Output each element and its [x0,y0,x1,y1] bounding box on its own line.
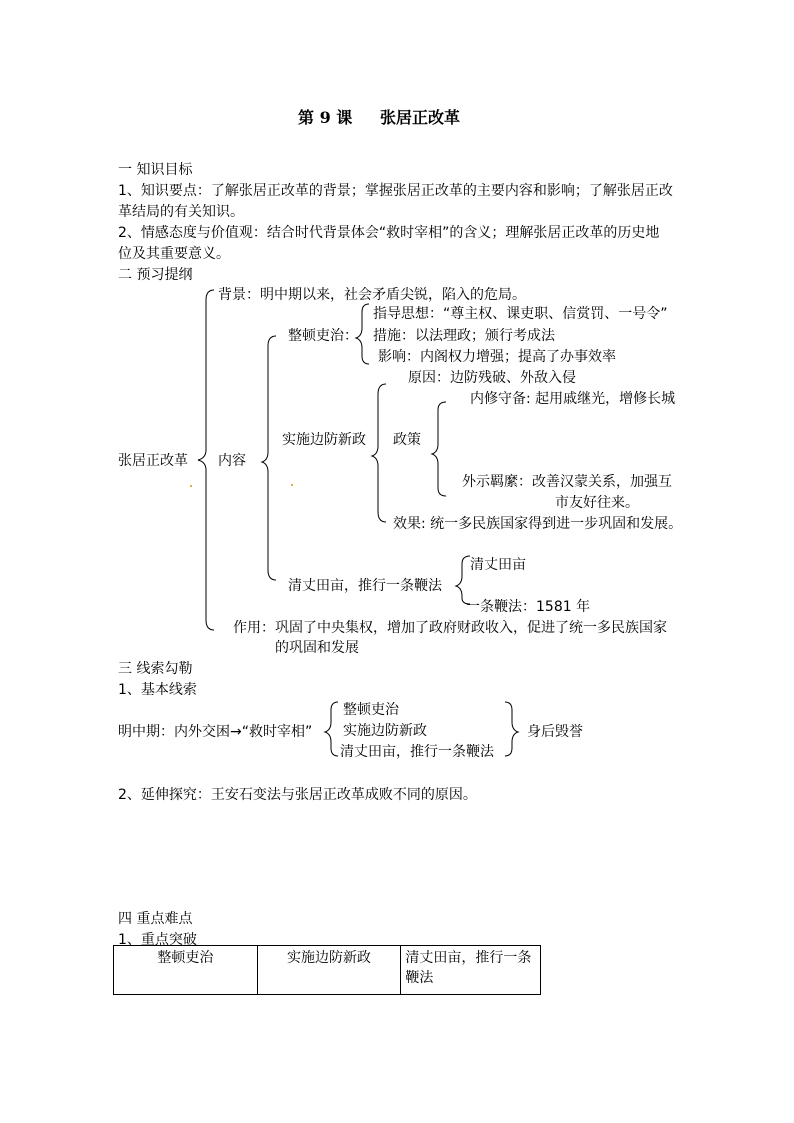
stray-dot [291,484,293,486]
clue-right-brace [505,702,518,756]
clue-item: 实施边防新政 [343,723,427,739]
values-line-2: 位及其重要意义。 [118,246,230,262]
section-4-heading: 四 重点难点 [118,911,193,927]
section-3-heading: 三 线索勾勒 [118,661,193,677]
page-title: 张居正改革 [380,108,461,127]
zd-effect: 影响：内阁权力增强；提高了办事效率 [378,349,616,365]
table-cell-line: 鞭法 [405,970,434,986]
extension-question: 2、延伸探究：王安石变法与张居正改革成败不同的原因。 [118,787,477,803]
policy-brace [432,402,446,496]
values-line-1: 2、情感态度与价值观：结合时代背景体会“救时宰相”的含义；理解张居正改革的历史地 [118,225,660,241]
bf-policy: 政策 [393,432,421,448]
knowledge-points-line-2: 革结局的有关知识。 [118,204,244,220]
bf-label: 实施边防新政 [282,432,366,448]
bf-inner: 内修守备: 起用戚继光，增修长城 [470,391,676,407]
root-brace [198,290,214,630]
section-1-heading: 一 知识目标 [118,162,193,178]
lesson-number: 第 9 课 [298,108,353,127]
role-line-2: 的巩固和发展 [275,640,359,656]
clue-item: 清丈田亩，推行一条鞭法 [340,744,494,760]
content-brace [262,336,276,580]
role-line-1: 作用：巩固了中央集权，增加了政府财政收入，促进了统一多民族国家 [233,620,667,636]
table-cell [401,946,541,995]
knowledge-points-line-1: 1、知识要点：了解张居正改革的背景；掌握张居正改革的主要内容和影响；了解张居正改 [118,183,673,199]
clue-item: 整顿吏治 [343,702,399,718]
section-2-heading: 二 预习提纲 [118,267,193,283]
clue-left-brace [325,702,338,756]
bf-result: 效果: 统一多民族国家得到进一步巩固和发展。 [393,516,683,532]
basic-clue-heading: 1、基本线索 [118,682,197,698]
zd-label: 整顿吏治： [288,328,358,344]
key-points-heading: 1、重点突破 [118,932,197,948]
table-cell: 整顿吏治 [114,946,258,995]
table-cell-line: 清丈田亩，推行一条 [405,950,532,966]
qz-item-2: 一条鞭法：1581 年 [466,599,591,615]
outline-content: 内容 [218,453,246,469]
qz-label: 清丈田亩，推行一条鞭法 [288,578,442,594]
clue-after: 身后毁誉 [527,724,583,740]
qz-item-1: 清丈田亩 [470,557,526,573]
key-points-table [113,945,541,995]
stray-dot [190,485,192,487]
bf-cause: 原因：边防残破、外敌入侵 [408,370,576,386]
outline-root: 张居正改革 [118,453,188,469]
zd-guide: 指导思想：“尊主权、课吏职、信赏罚、一号令” [373,306,668,322]
bf-outer-1: 外示羁縻：改善汉蒙关系，加强互 [462,474,672,490]
outline-background: 背景：明中期以来，社会矛盾尖锐，陷入的危局。 [218,287,526,303]
zd-measure: 措施：以法理政；颁行考成法 [373,328,555,344]
table-row [114,946,541,995]
clue-lead: 明中期：内外交困→“救时宰相” [118,724,313,740]
bf-outer-2: 市友好往来。 [555,495,639,511]
table-cell: 实施边防新政 [257,946,401,995]
bf-brace [372,384,386,522]
